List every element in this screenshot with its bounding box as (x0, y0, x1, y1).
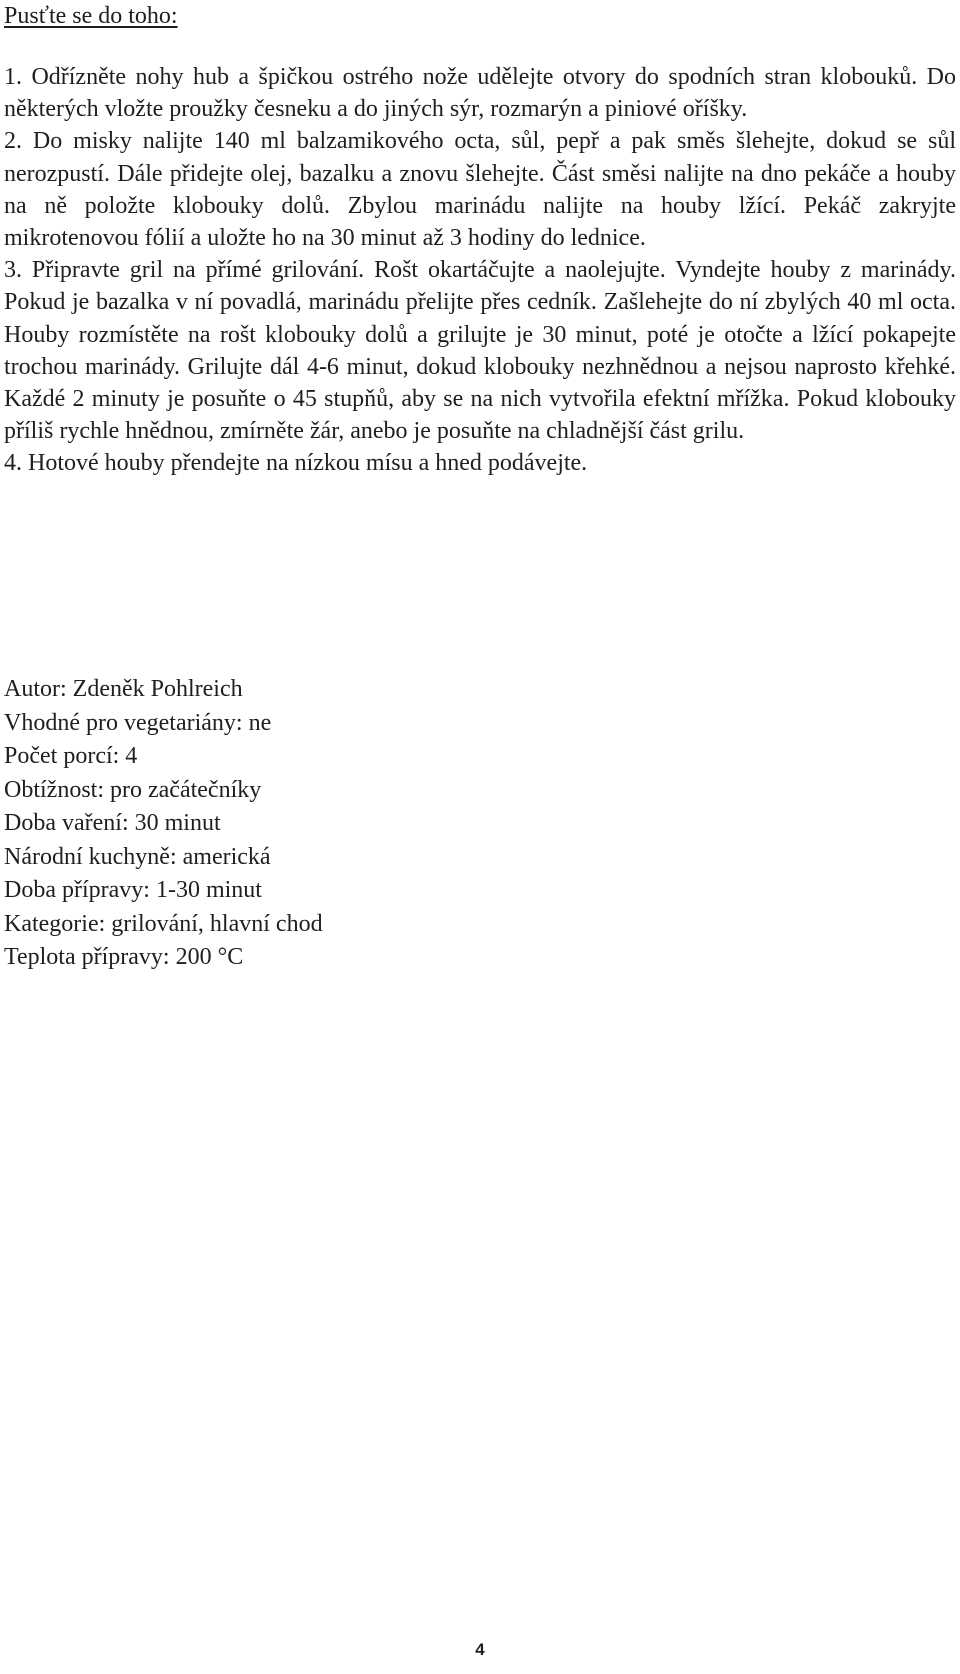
recipe-steps (4, 61, 956, 480)
info-difficulty: Obtížnost: pro začátečníky (4, 776, 262, 803)
info-vegetarian: Vhodné pro vegetariány: ne (4, 709, 272, 736)
step-1: 1. Odřízněte nohy hub a špičkou ostrého nože udělejte otvory do spodních stran klobouků. Do některých vložte proužky česneku a do jiných sýr, rozmarýn a piniové oříšky. (4, 64, 956, 123)
info-prep-time: Doba přípravy: 1-30 minut (4, 877, 262, 903)
page-number: 4 (475, 1640, 485, 1659)
info-author: Autor: Zdeněk Pohlreich (4, 676, 243, 702)
step-3: 3. Připravte gril na přímé grilování. Rošt okartáčujte a naolejujte. Vyndejte houby z marinády. Pokud je bazalka v ní povadlá, marinádu přelijte přes cedník. Zašlehejte do ní zbylých 40 ml octa. Houby rozmístěte na rošt klobouky dolů a grilujte je 30 minut, poté je otočte a lžící pokapejte trochou marinády. Grilujte dál 4-6 minut, dokud klobouky nezhnědnou a nejsou naprosto křehké. Každé 2 minuty je posuňte o 45 stupňů, aby se na nich vytvořila efektní mřížka. Pokud klobouky příliš rychle hnědnou, zmírněte žár, anebo je posuňte na chladnější část grilu. (4, 257, 956, 445)
step-2: 2. Do misky nalijte 140 ml balzamikového octa, sůl, pepř a pak směs šlehejte, dokud se sůl nerozpustí. Dále přidejte olej, bazalku a znovu šlehejte. Část směsi nalijte na dno pekáče a houby na ně položte klobouky dolů. Zbylou marinádu nalijte na houby lžící. Pekáč zakryjte mikrotenovou fólií a uložte ho na 30 minut až 3 hodiny do lednice. (4, 128, 956, 252)
step-4: 4. Hotové houby přendejte na nízkou mísu a hned podávejte. (4, 450, 588, 477)
info-servings: Počet porcí: 4 (4, 743, 138, 769)
info-cuisine: Národní kuchyně: americká (4, 843, 271, 870)
recipe-info (4, 673, 323, 975)
info-category: Kategorie: grilování, hlavní chod (4, 910, 323, 937)
info-temperature: Teplota přípravy: 200 °C (4, 944, 244, 970)
info-cooking-time: Doba vaření: 30 minut (4, 810, 221, 836)
section-heading: Pusťte se do toho: (4, 3, 178, 29)
